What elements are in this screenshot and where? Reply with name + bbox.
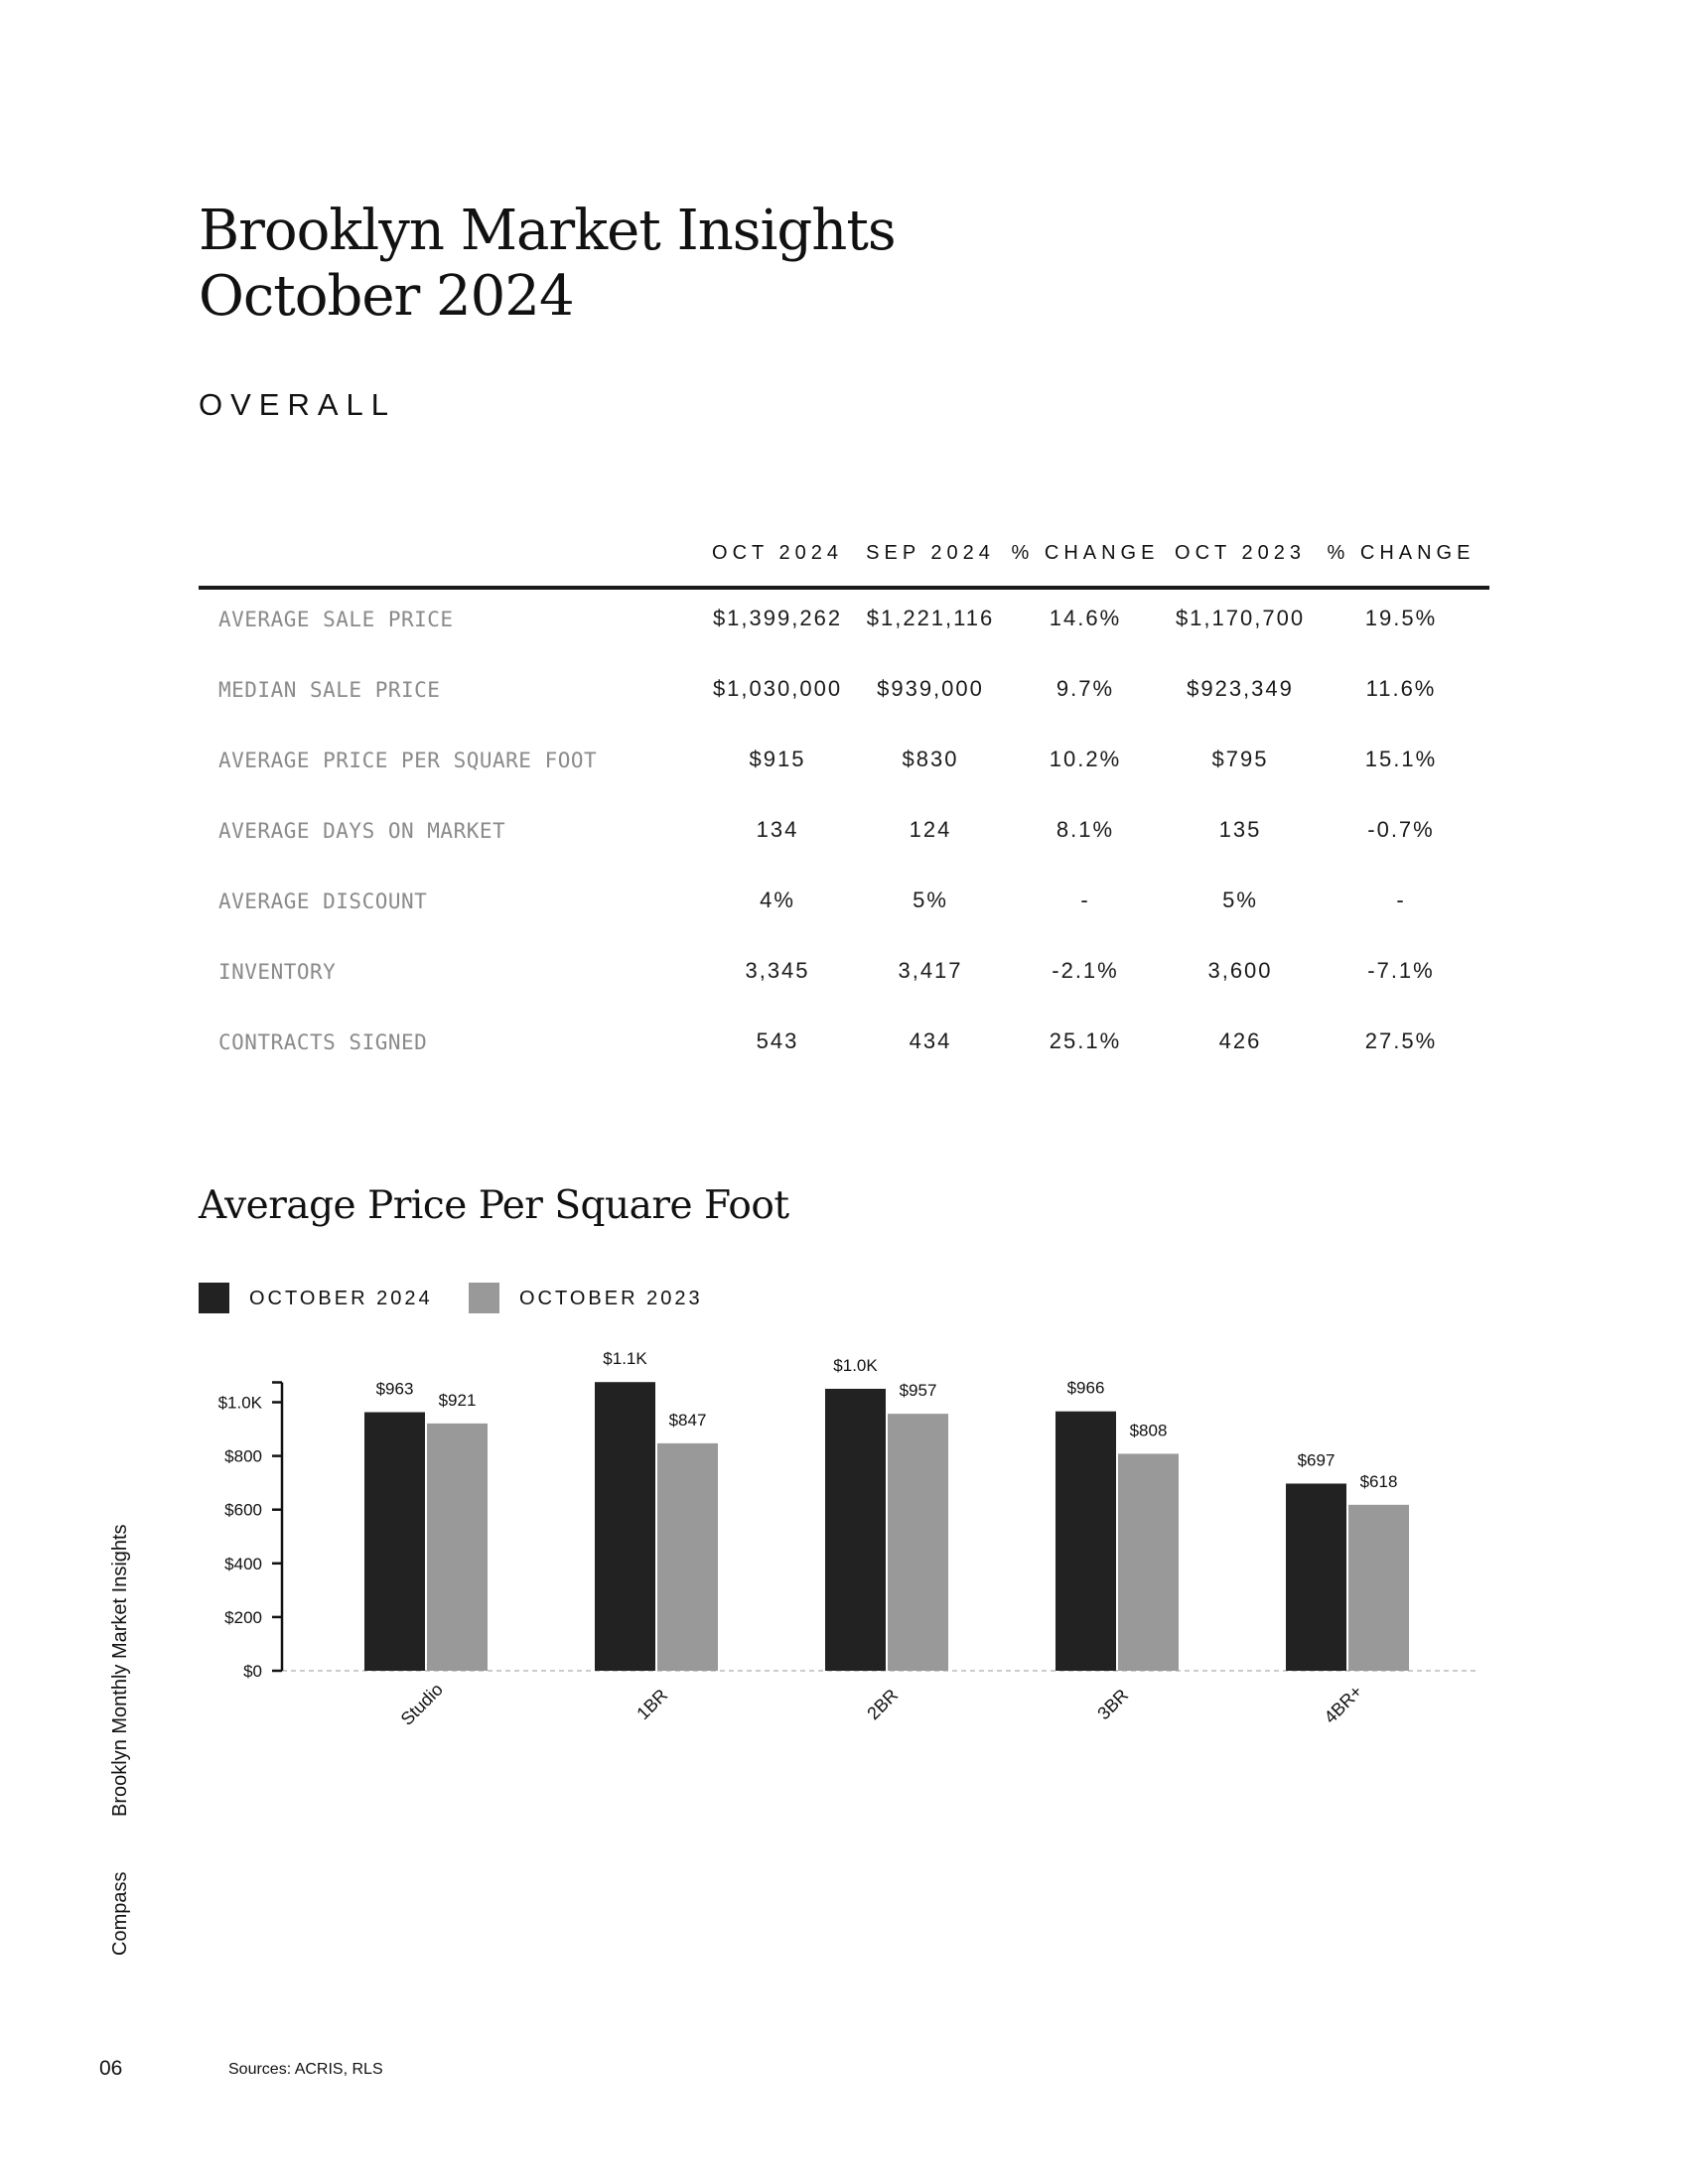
table-cell: $1,399,262 [712, 606, 843, 630]
table-cell: 25.1% [1049, 1028, 1122, 1053]
table-cell: 135 [1218, 817, 1262, 842]
table-cell: $915 [749, 747, 806, 771]
table-row [199, 658, 1489, 729]
y-tick-label: $600 [224, 1500, 262, 1520]
table-cell: 543 [756, 1028, 799, 1053]
table-cell: 11.6% [1365, 676, 1437, 701]
table-row [199, 799, 1489, 870]
table-cell: 19.5% [1364, 606, 1438, 630]
bar-2br-oct-2023 [888, 1414, 948, 1671]
row-label: INVENTORY [218, 960, 337, 984]
table-row [199, 870, 1489, 940]
legend-label: OCTOBER 2024 [249, 1288, 433, 1309]
x-category-label: 2BR [863, 1685, 903, 1724]
bar-chart [199, 1340, 1499, 1757]
title-line-2: October 2024 [199, 264, 574, 329]
data-label: $957 [899, 1381, 937, 1401]
table-cell: $939,000 [877, 676, 984, 701]
row-label: AVERAGE DISCOUNT [218, 889, 428, 913]
table-cell: 124 [909, 817, 952, 842]
table-cell: $830 [902, 747, 959, 771]
y-tick-label: $200 [224, 1607, 262, 1627]
market-table [199, 526, 1489, 1081]
table-cell: -7.1% [1367, 958, 1435, 983]
data-label: $921 [438, 1390, 477, 1410]
table-cell: 4% [760, 887, 795, 912]
data-label: $1.0K [833, 1355, 878, 1375]
y-tick-label: $1.0K [217, 1393, 262, 1413]
table-cell: 5% [1222, 887, 1258, 912]
bar-2br-oct-2024 [825, 1389, 886, 1671]
data-label: $618 [1359, 1471, 1398, 1491]
bar-studio-oct-2023 [427, 1424, 488, 1671]
table-cell: -2.1% [1052, 958, 1119, 983]
table-cell: $1,030,000 [712, 676, 843, 701]
x-category-label: 3BR [1093, 1685, 1133, 1724]
table-cell: 14.6% [1049, 606, 1122, 630]
data-label: $1.1K [603, 1349, 647, 1369]
table-cell: 426 [1218, 1028, 1262, 1053]
side-brand: Compass [109, 1871, 131, 1956]
bar-4br-oct-2024 [1286, 1483, 1346, 1671]
sources-note: Sources: ACRIS, RLS [228, 2061, 383, 2078]
data-label: $963 [375, 1379, 414, 1399]
table-cell: $1,170,700 [1175, 606, 1306, 630]
y-tick-label: $0 [243, 1662, 262, 1681]
table-cell: 434 [909, 1028, 952, 1053]
data-label: $966 [1066, 1378, 1105, 1398]
table-cell: $923,349 [1187, 676, 1294, 701]
x-category-label: 4BR+ [1320, 1681, 1366, 1727]
table-row [199, 729, 1489, 799]
row-label: MEDIAN SALE PRICE [218, 678, 441, 702]
table-body [199, 588, 1489, 1081]
section-heading: OVERALL [199, 387, 397, 422]
bar-3br-oct-2024 [1055, 1412, 1116, 1671]
bar-1br-oct-2023 [657, 1443, 718, 1671]
table-row [199, 940, 1489, 1011]
legend-swatch [469, 1283, 499, 1313]
table-cell: -0.7% [1367, 817, 1435, 842]
y-tick-label: $400 [224, 1554, 262, 1573]
x-category-label: 1BR [633, 1685, 672, 1724]
table-cell: 3,345 [745, 958, 810, 983]
table-cell: $1,221,116 [866, 606, 995, 630]
column-header: OCT 2024 [712, 542, 843, 564]
table-cell: 10.2% [1049, 747, 1122, 771]
chart-title: Average Price Per Square Foot [199, 1183, 789, 1228]
table-row [199, 1011, 1489, 1081]
column-header: SEP 2024 [866, 542, 995, 564]
table-cell: $795 [1211, 747, 1269, 771]
bar-studio-oct-2024 [364, 1413, 425, 1671]
table-cell: 27.5% [1364, 1028, 1438, 1053]
table-cell: 9.7% [1055, 676, 1115, 701]
legend-label: OCTOBER 2023 [519, 1288, 703, 1309]
table-header [199, 526, 1489, 588]
row-label: CONTRACTS SIGNED [218, 1030, 428, 1054]
data-label: $847 [668, 1410, 707, 1430]
row-label: AVERAGE SALE PRICE [218, 608, 454, 631]
row-label: AVERAGE PRICE PER SQUARE FOOT [218, 749, 598, 772]
table-cell: - [1396, 887, 1406, 912]
bar-1br-oct-2024 [595, 1382, 655, 1671]
bar-3br-oct-2023 [1118, 1453, 1179, 1671]
legend-swatch [199, 1283, 229, 1313]
table-cell: 8.1% [1055, 817, 1115, 842]
page-number: 06 [99, 2057, 123, 2080]
x-category-label: Studio [396, 1679, 447, 1729]
data-label: $697 [1297, 1450, 1336, 1470]
side-report-title: Brooklyn Monthly Market Insights [109, 1524, 131, 1817]
table-row [199, 588, 1489, 658]
table-cell: 3,600 [1207, 958, 1273, 983]
table-cell: 15.1% [1364, 747, 1438, 771]
table-cell: - [1080, 887, 1090, 912]
bar-4br-oct-2023 [1348, 1505, 1409, 1671]
row-label: AVERAGE DAYS ON MARKET [218, 819, 506, 843]
page-title [199, 199, 896, 330]
column-header: % CHANGE [1327, 542, 1476, 564]
column-header: OCT 2023 [1175, 542, 1306, 564]
table-cell: 134 [756, 817, 799, 842]
y-tick-label: $800 [224, 1446, 262, 1466]
title-line-1: Brooklyn Market Insights [199, 199, 896, 263]
table-cell: 5% [913, 887, 948, 912]
table-cell: 3,417 [898, 958, 963, 983]
column-header: % CHANGE [1011, 542, 1160, 564]
data-label: $808 [1129, 1421, 1168, 1440]
